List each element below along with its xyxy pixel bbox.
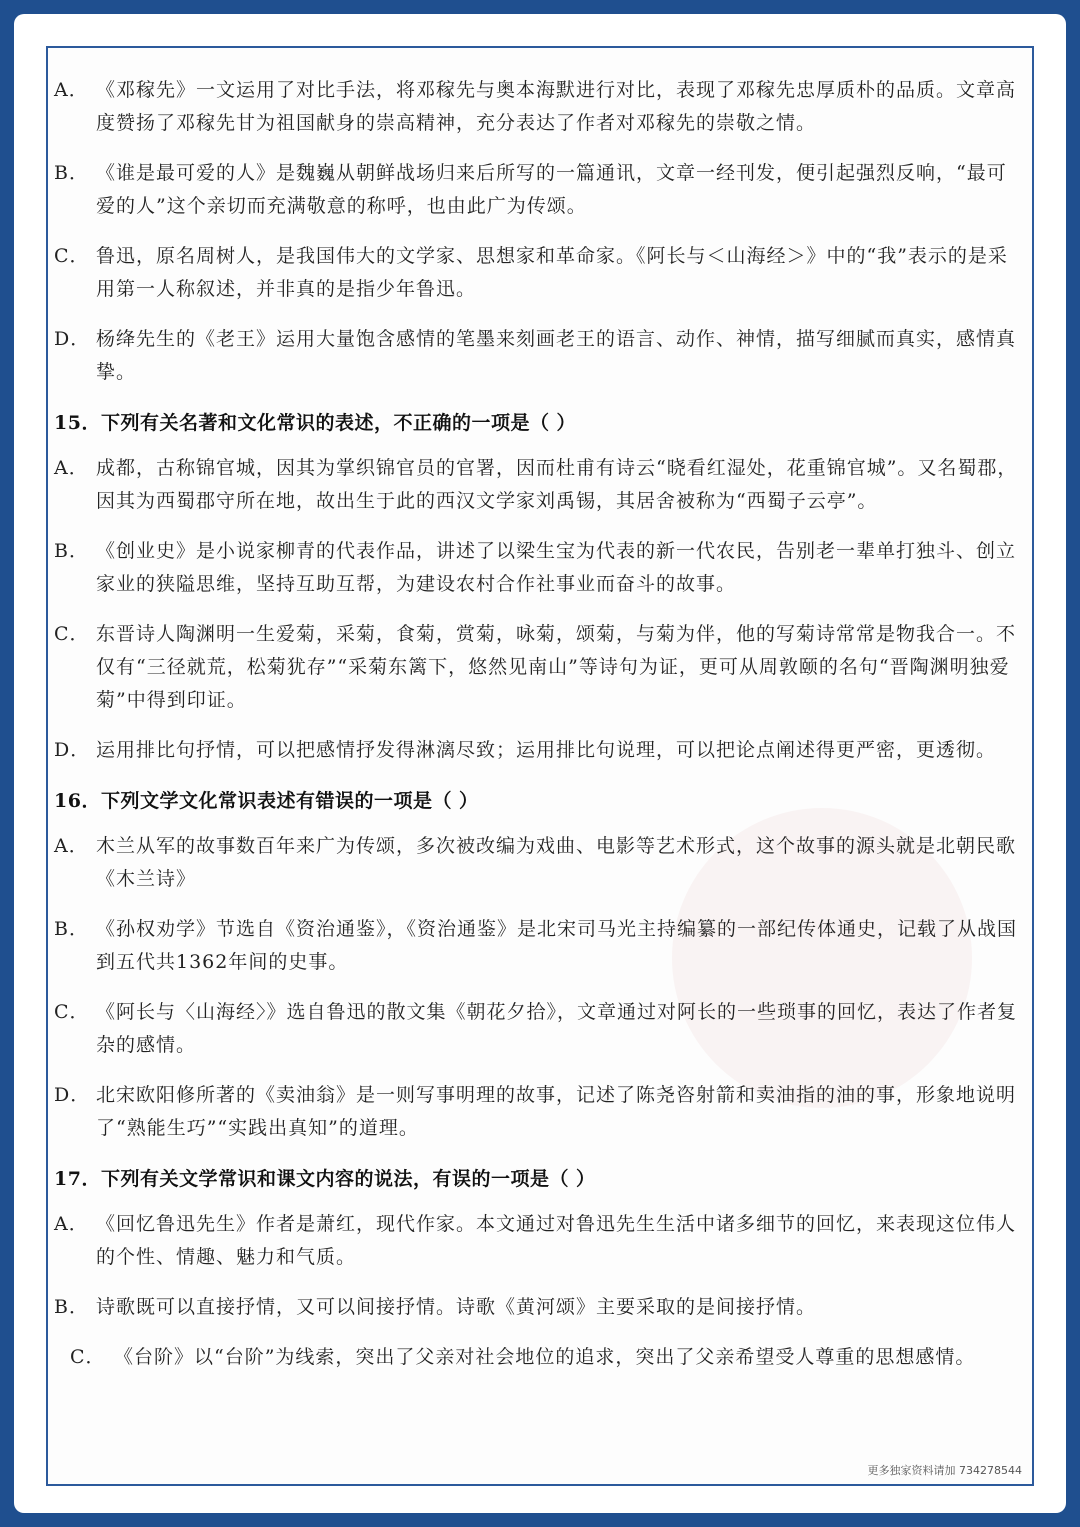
option-label: D． [54,1084,91,1106]
answer-option [54,734,1026,767]
option-text: 杨绛先生的《老王》运用大量饱含感情的笔墨来刻画老王的语言、动作、神情，描写细腻而真实，感情真挚。 [96,328,1017,383]
answer-option [54,830,1026,896]
answer-option [54,74,1026,140]
answer-option [54,618,1026,717]
option-label: B． [54,1296,89,1318]
option-text: 北宋欧阳修所著的《卖油翁》是一则写事明理的故事，记述了陈尧咨射箭和卖油指的油的事，形象地说明了“熟能生巧”“实践出真知”的道理。 [96,1084,1017,1139]
option-text: 《邓稼先》一文运用了对比手法，将邓稼先与奥本海默进行对比，表现了邓稼先忠厚质朴的品质。文章高度赞扬了邓稼先甘为祖国献身的崇高精神，充分表达了作者对邓稼先的崇敬之情。 [96,79,1017,134]
option-label: D． [54,328,91,350]
option-label: D． [54,739,91,761]
option-text: 《台阶》以“台阶”为线索，突出了父亲对社会地位的追求，突出了父亲希望受人尊重的思想感情。 [114,1346,976,1368]
option-label: C． [54,245,90,267]
answer-option [54,1291,1026,1324]
option-label: A． [54,457,89,479]
option-text: 木兰从军的故事数百年来广为传颂，多次被改编为戏曲、电影等艺术形式，这个故事的源头就是北朝民歌《木兰诗》 [96,835,1017,890]
option-label: C． [54,1001,90,1023]
answer-option [54,1208,1026,1274]
option-text: 诗歌既可以直接抒情，又可以间接抒情。诗歌《黄河颂》主要采取的是间接抒情。 [96,1296,817,1318]
option-label: B． [54,162,89,184]
option-label: A． [54,1213,89,1235]
answer-option [54,240,1026,306]
option-label: C． [70,1346,106,1368]
page-frame [14,14,1066,1513]
answer-option [54,323,1026,389]
answer-option [54,452,1026,518]
option-text: 《回忆鲁迅先生》作者是萧红，现代作家。本文通过对鲁迅先生生活中诸多细节的回忆，来表现这位伟人的个性、情趣、魅力和气质。 [96,1213,1017,1268]
answer-option [54,996,1026,1062]
option-label: C． [54,623,90,645]
footer-note: 更多独家资料请加 734278544 [867,1464,1022,1477]
option-text: 东晋诗人陶渊明一生爱菊，采菊，食菊，赏菊，咏菊，颂菊，与菊为伴，他的写菊诗常常是物我合一。不仅有“三径就荒，松菊犹存”“采菊东篱下，悠然见南山”等诗句为证，更可从周敦颐的名句“晋陶渊明独爱菊”中得到印证。 [96,623,1017,711]
answer-option [54,535,1026,601]
question-list [54,74,1026,1391]
answer-option [54,157,1026,223]
option-text: 成都，古称锦官城，因其为掌织锦官员的官署，因而杜甫有诗云“晓看红湿处，花重锦官城”。又名蜀郡，因其为西蜀郡守所在地，故出生于此的西汉文学家刘禹锡，其居舍被称为“西蜀子云亭”。 [96,457,1018,512]
option-label: B． [54,540,89,562]
exam-sheet [46,46,1034,1486]
option-label: A． [54,835,89,857]
answer-option [54,913,1026,979]
answer-option [54,1341,1026,1374]
option-text: 《创业史》是小说家柳青的代表作品，讲述了以梁生宝为代表的新一代农民，告别老一辈单打独斗、创立家业的狭隘思维，坚持互助互帮，为建设农村合作社事业而奋斗的故事。 [96,540,1017,595]
option-text: 《孙权劝学》节选自《资治通鉴》，《资治通鉴》是北宋司马光主持编纂的一部纪传体通史，记载了从战国到五代共1362年间的史事。 [96,918,1018,973]
option-label: A． [54,79,89,101]
option-label: B． [54,918,89,940]
option-text: 鲁迅，原名周树人，是我国伟大的文学家、思想家和革命家。《阿长与＜山海经＞》中的“我”表示的是采用第一人称叙述，并非真的是指少年鲁迅。 [96,245,1008,300]
option-text: 运用排比句抒情，可以把感情抒发得淋漓尽致；运用排比句说理，可以把论点阐述得更严密，更透彻。 [96,739,997,761]
question-title: 17．下列有关文学常识和课文内容的说法，有误的一项是（ ） [54,1168,596,1190]
question-title: 16．下列文学文化常识表述有错误的一项是（ ） [54,790,479,812]
answer-option [54,1079,1026,1145]
question-title: 15．下列有关名著和文化常识的表述，不正确的一项是（ ） [54,412,577,434]
option-text: 《谁是最可爱的人》是魏巍从朝鲜战场归来后所写的一篇通讯，文章一经刊发，便引起强烈反响，“最可爱的人”这个亲切而充满敬意的称呼，也由此广为传颂。 [96,162,1007,217]
option-text: 《阿长与〈山海经〉》选自鲁迅的散文集《朝花夕拾》，文章通过对阿长的一些琐事的回忆，表达了作者复杂的感情。 [96,1001,1018,1056]
